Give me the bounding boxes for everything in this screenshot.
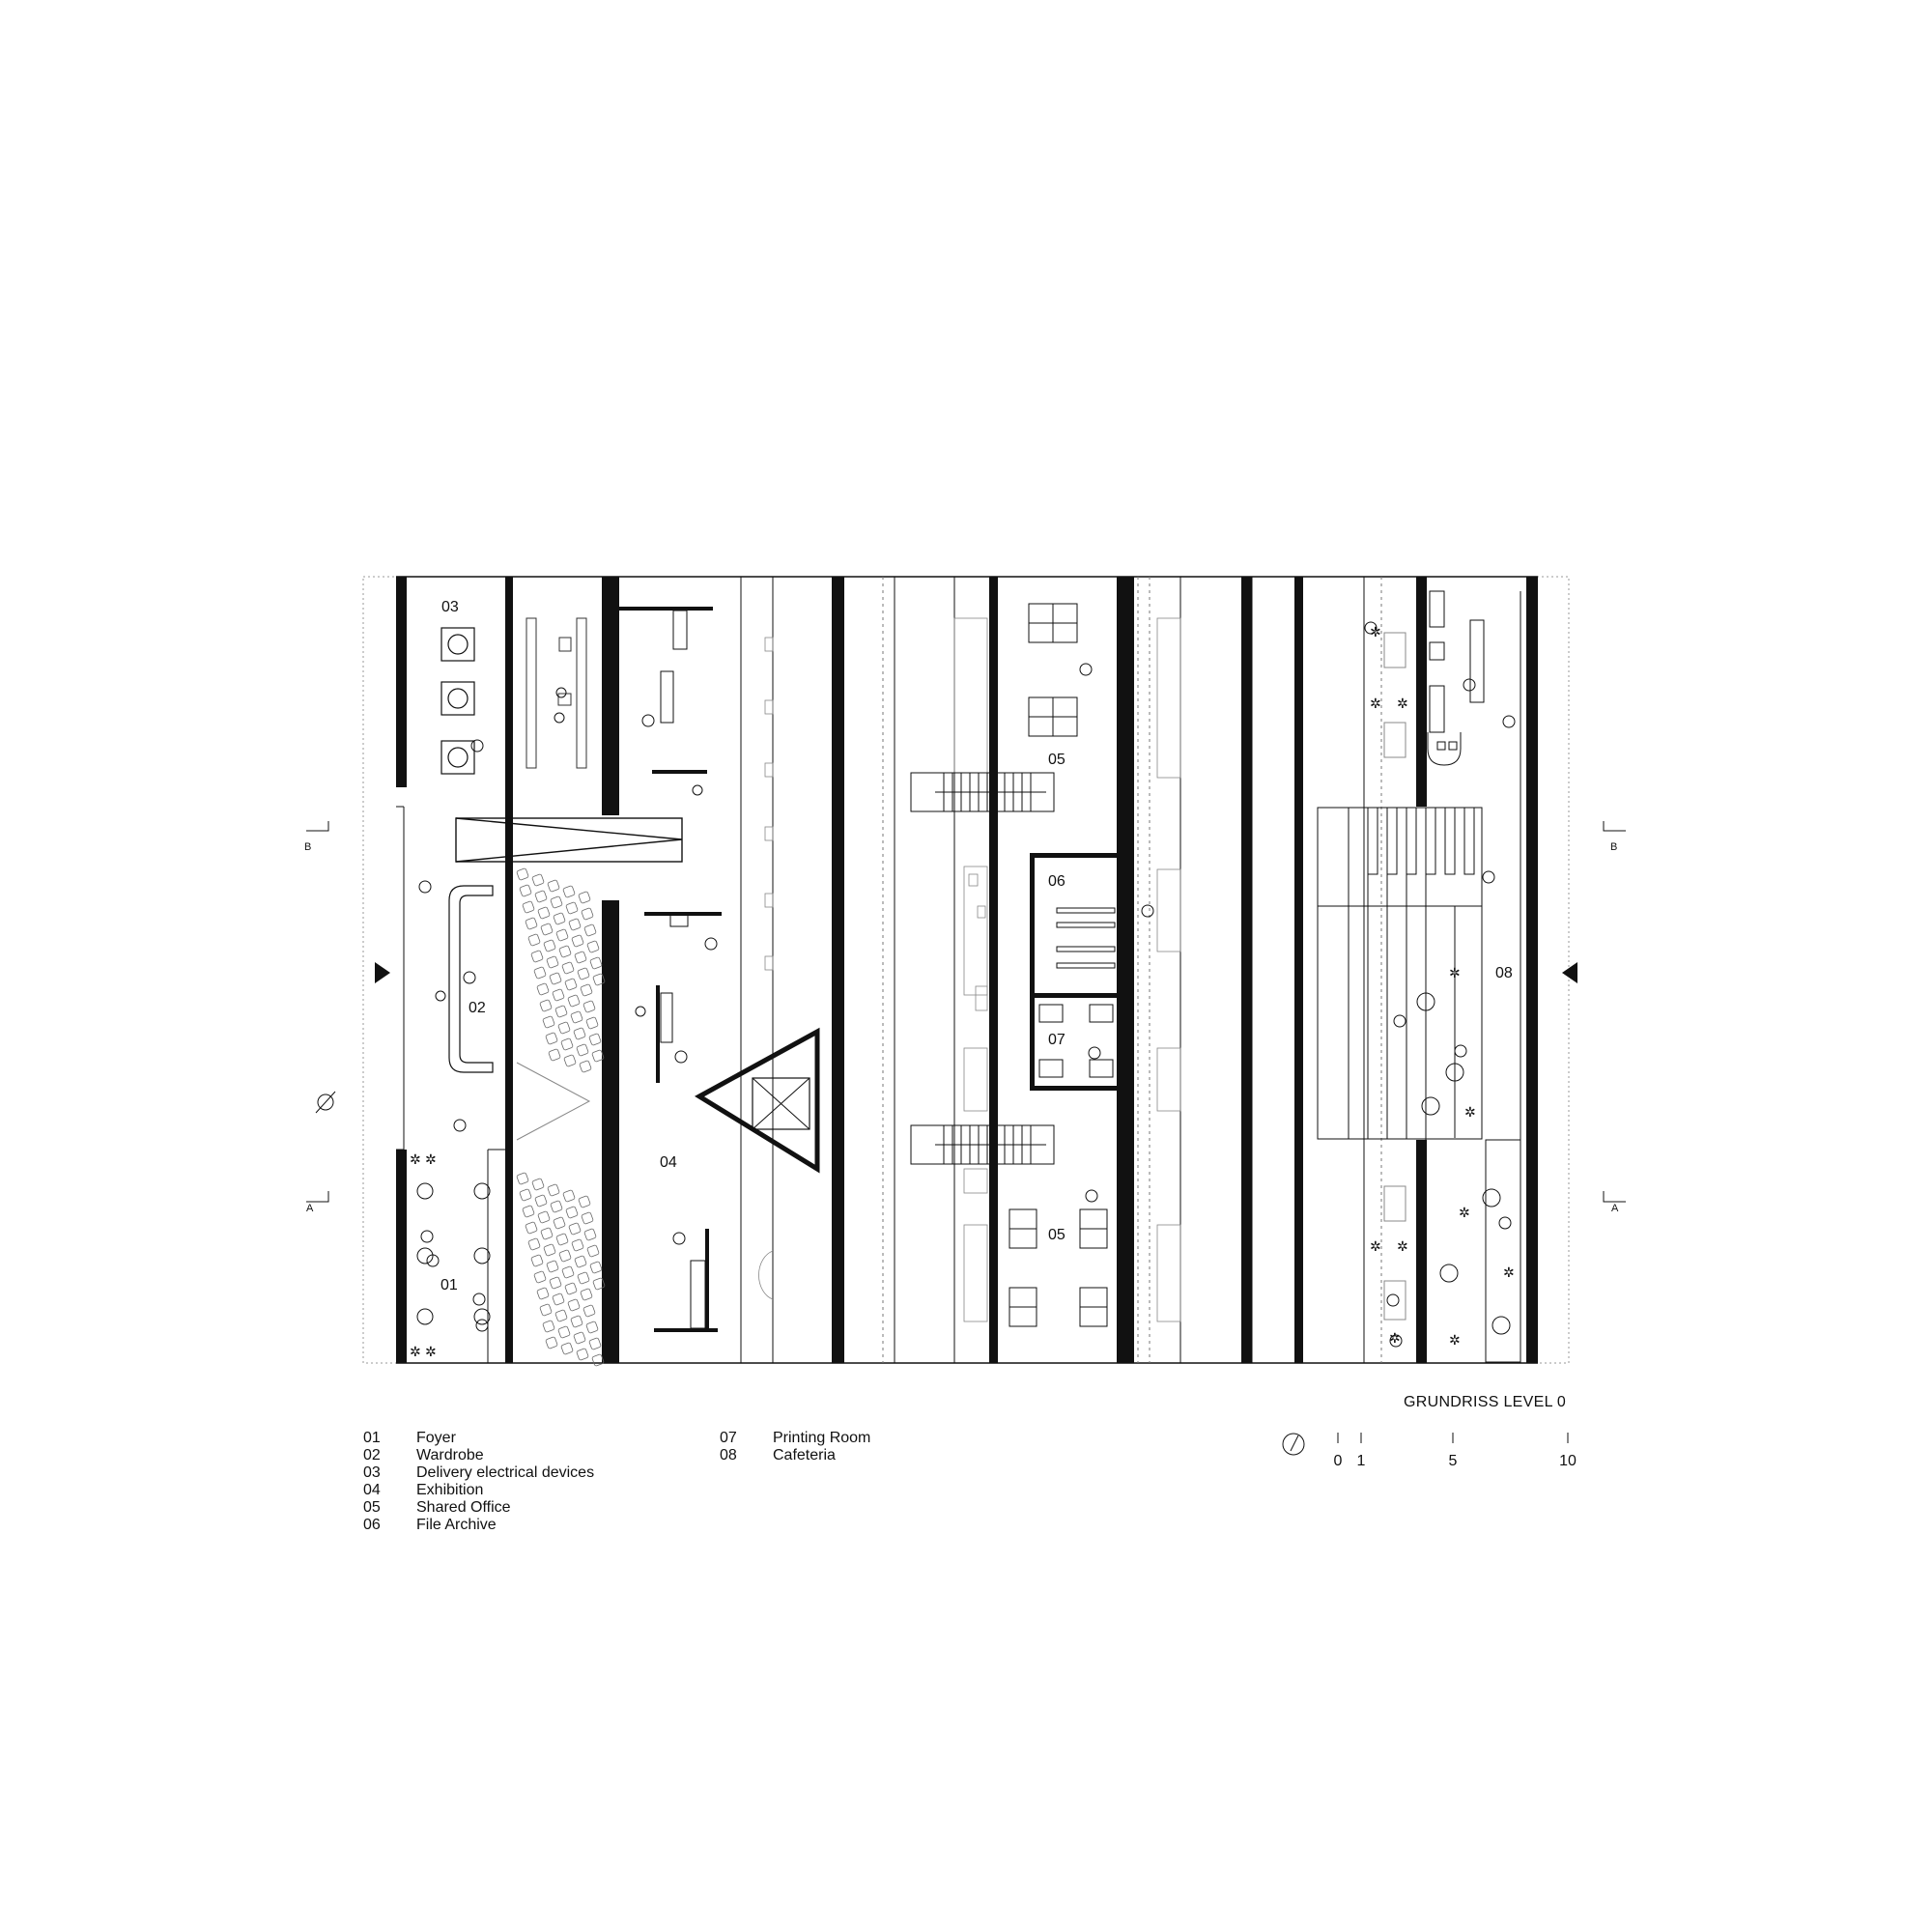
seating-triangle [517,1063,589,1140]
room-tag: 01 [440,1277,458,1293]
auditorium-chair [531,951,544,963]
legend-label: Delivery electrical devices [416,1464,595,1481]
legend-number: 06 [363,1517,381,1533]
auditorium-chair [543,1321,555,1333]
north-arrow-icon [1283,1434,1304,1455]
bearing-walls [396,577,1538,1363]
auditorium-chair [553,989,565,1002]
office-desks [1009,604,1107,1326]
scale-tick-label: 10 [1559,1453,1577,1469]
svg-text:✲: ✲ [1389,1330,1401,1346]
auditorium-chair [520,1189,532,1202]
auditorium-chair [543,1016,555,1029]
legend-item [363,1482,594,1499]
legend-item [720,1447,870,1464]
legend-column-right [720,1430,870,1464]
room-tag: 04 [660,1154,677,1171]
auditorium-chair [581,1289,593,1301]
archive-print-block [1030,853,1117,1091]
auditorium-chair [528,934,541,947]
legend-label: Shared Office [416,1499,511,1516]
auditorium-chair [548,1184,560,1197]
auditorium-chair [553,1293,565,1306]
svg-text:✲: ✲ [425,1151,437,1167]
auditorium-chair [584,924,597,937]
auditorium-chair [563,1190,576,1203]
auditorium-seating-upper [517,868,606,1073]
auditorium-chair [549,1049,561,1062]
legend-number: 03 [363,1464,381,1481]
auditorium-chair [551,1201,563,1213]
auditorium-chair [523,1206,535,1218]
auditorium-chair [532,874,545,887]
auditorium-chair [547,956,559,969]
auditorium-chair [556,929,569,942]
legend-number: 05 [363,1499,381,1516]
auditorium-chair [551,896,563,909]
auditorium-chair [577,1349,589,1361]
auditorium-chair [575,1256,587,1268]
auditorium-chair [548,880,560,893]
auditorium-chair [582,1212,594,1225]
auditorium-chair [589,1338,602,1350]
auditorium-chair [587,1245,600,1258]
auditorium-chair [559,1250,572,1263]
people-figures [316,622,1515,1347]
room-tag: 06 [1048,873,1065,890]
auditorium-chair [572,935,584,948]
auditorium-chair [546,1033,558,1045]
auditorium-chair [517,1173,529,1185]
auditorium-chair [584,1229,597,1241]
legend-label: Wardrobe [416,1447,484,1463]
auditorium-chair [554,1217,566,1230]
auditorium-chair [538,1211,551,1224]
room-tag: 03 [441,599,459,615]
auditorium-chair [577,1044,589,1057]
auditorium-chair [562,962,575,975]
auditorium-chair [534,967,547,980]
auditorium-chair [571,1011,583,1024]
svg-text:✲: ✲ [1397,1238,1408,1254]
auditorium-chair [583,1305,596,1318]
auditorium-chair [558,1326,571,1339]
room-tag: 02 [469,1000,486,1016]
legend-column-left [363,1430,594,1534]
section-marker-b-left: B [304,841,312,853]
entrance-arrow-icon [375,962,390,983]
auditorium-chair [590,1262,603,1274]
room-tag: 08 [1495,965,1513,981]
triangular-core [699,1032,817,1169]
room-tags [440,599,1513,1293]
auditorium-chair [569,1223,582,1236]
auditorium-chair [535,1195,548,1208]
triangular-beam [456,818,682,862]
auditorium-chair [546,1337,558,1350]
section-marker-b-right: B [1610,841,1618,853]
auditorium-chair [559,946,572,958]
entrance-arrow-icon [1562,962,1577,983]
auditorium-chair [540,1000,553,1012]
auditorium-chair [583,1001,596,1013]
svg-text:✲: ✲ [1370,624,1381,639]
foyer-columns [417,1150,505,1363]
auditorium-chair [517,868,529,881]
svg-text:✲: ✲ [1464,1104,1476,1120]
scale-bar [1338,1433,1568,1443]
legend-number: 01 [363,1430,381,1446]
svg-text:✲: ✲ [410,1344,421,1359]
auditorium-chair [534,1271,547,1284]
exhibition-displays [661,611,705,1328]
auditorium-chair [528,1238,541,1251]
auditorium-chair [579,1196,591,1208]
legend-label: Cafeteria [773,1447,836,1463]
auditorium-seating-lower [517,1173,606,1367]
exhibition-walls [618,607,722,1332]
svg-text:✲: ✲ [1503,1264,1515,1280]
auditorium-chair [568,995,581,1008]
legend-number: 08 [720,1447,737,1463]
auditorium-chair [571,1316,583,1328]
section-marker-a-left: A [306,1203,314,1214]
thin-partitions [396,577,1520,1363]
svg-text:✲: ✲ [410,1151,421,1167]
auditorium-chair [590,957,603,970]
svg-text:✲: ✲ [1449,965,1461,980]
auditorium-chair [565,1283,578,1295]
auditorium-chair [541,1228,554,1240]
legend-item [363,1464,594,1482]
auditorium-chair [579,892,591,904]
section-marker-a-right: A [1611,1203,1619,1214]
auditorium-chair [541,923,554,936]
auditorium-chair [586,1017,599,1030]
legend-item [720,1430,870,1447]
svg-text:✲: ✲ [1370,696,1381,711]
legend-label: Printing Room [773,1430,871,1446]
auditorium-chair [578,1272,590,1285]
auditorium-chair [566,1207,579,1219]
auditorium-chair [532,1179,545,1191]
auditorium-chair [563,886,576,898]
auditorium-chair [556,1234,569,1246]
auditorium-chair [575,952,587,964]
svg-text:✲: ✲ [1370,1238,1381,1254]
auditorium-chair [520,885,532,897]
svg-text:✲: ✲ [1449,1332,1461,1348]
scale-bar-labels [1334,1453,1577,1469]
svg-text:✲: ✲ [1397,696,1408,711]
room-tag: 05 [1048,752,1065,768]
auditorium-chair [586,1321,599,1334]
auditorium-chair [587,941,600,953]
auditorium-chair [526,1222,538,1235]
auditorium-chair [531,1255,544,1267]
auditorium-chair [569,919,582,931]
svg-text:✲: ✲ [1459,1205,1470,1220]
legend-item [363,1499,594,1517]
auditorium-chair [550,973,562,985]
auditorium-chair [578,968,590,980]
auditorium-chair [564,1055,577,1067]
auditorium-chair [554,913,566,925]
auditorium-chair [555,1310,568,1322]
auditorium-chair [562,1266,575,1279]
auditorium-chair [568,1299,581,1312]
auditorium-chair [572,1239,584,1252]
legend-item [363,1517,594,1534]
auditorium-chair [574,1332,586,1345]
auditorium-chair [561,1038,574,1051]
legend-number: 02 [363,1447,381,1463]
cafeteria-counter [1428,591,1484,765]
auditorium-chair [558,1022,571,1035]
wardrobe-counter [449,886,493,1072]
auditorium-chair [561,1343,574,1355]
auditorium-chair [555,1006,568,1018]
auditorium-chair [581,984,593,997]
legend-label: Foyer [416,1430,456,1446]
auditorium-chair [537,983,550,996]
legend-label: File Archive [416,1517,497,1533]
auditorium-chair [523,901,535,914]
plan-title: GRUNDRISS LEVEL 0 [1404,1394,1567,1410]
auditorium-chair [526,918,538,930]
auditorium-chair [565,979,578,991]
auditorium-chair [538,907,551,920]
auditorium-chair [582,908,594,921]
scale-tick-label: 0 [1333,1453,1343,1469]
auditorium-chair [580,1061,592,1073]
legend-item [363,1447,594,1464]
room-tag: 07 [1048,1032,1065,1048]
auditorium-chair [574,1028,586,1040]
legend-label: Exhibition [416,1482,484,1498]
room-tag: 05 [1048,1227,1065,1243]
auditorium-chair [550,1277,562,1290]
delivery-counters [441,628,474,774]
legend-number: 07 [720,1430,737,1446]
auditorium-chair [540,1304,553,1317]
auditorium-chair [544,1244,556,1257]
auditorium-chair [547,1261,559,1273]
auditorium-chair [535,891,548,903]
auditorium-chair [544,940,556,952]
scale-tick-label: 5 [1448,1453,1458,1469]
scale-tick-label: 1 [1356,1453,1366,1469]
auditorium-chair [589,1034,602,1046]
auditorium-chair [537,1288,550,1300]
auditorium-chair [566,902,579,915]
svg-text:✲: ✲ [425,1344,437,1359]
legend-number: 04 [363,1482,381,1498]
legend-item [363,1430,594,1447]
